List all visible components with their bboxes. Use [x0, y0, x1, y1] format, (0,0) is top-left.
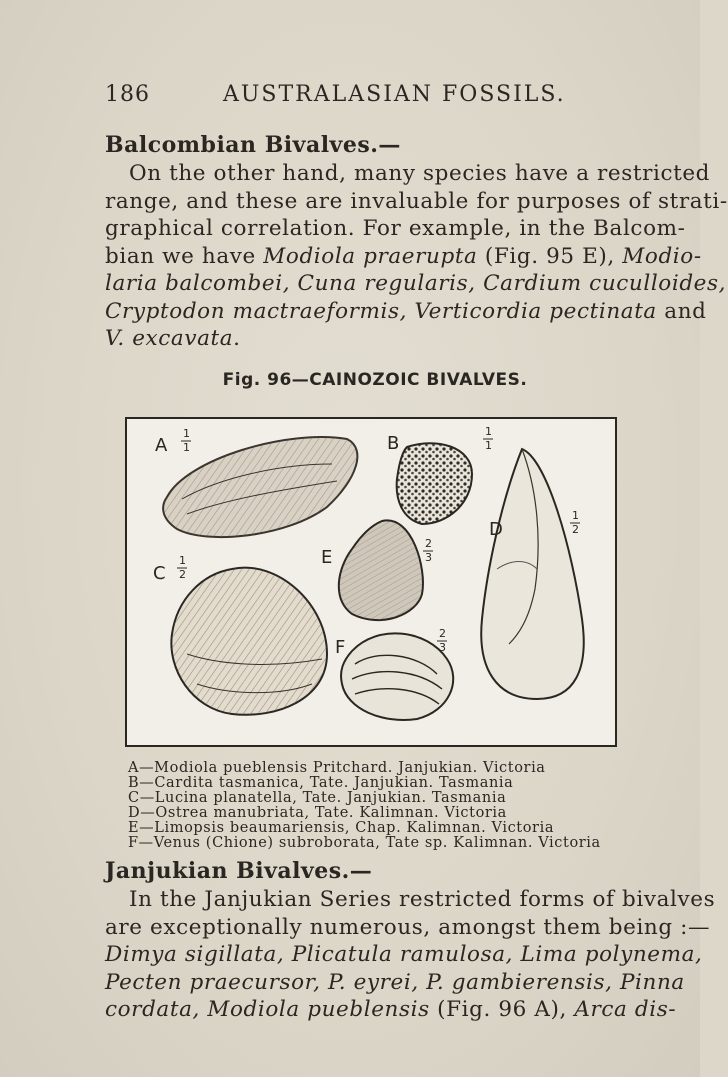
- caption-line: B—Cardita tasmanica, Tate. Janjukian. Tasmania: [128, 775, 514, 791]
- text-line: are exceptionally numerous, amongst them being :—: [105, 914, 711, 940]
- section-heading-balcombian: Balcombian Bivalves.—: [105, 132, 401, 158]
- paragraph-janjukian: [105, 886, 716, 1024]
- page-header: [105, 82, 645, 112]
- text-line: V. excavata.: [105, 326, 241, 351]
- figure-title: Fig. 96—CAINOZOIC BIVALVES.: [222, 370, 528, 390]
- text-line: range, and these are invaluable for purposes of strati-: [105, 188, 728, 214]
- caption-line: C—Lucina planatella, Tate. Janjukian. Tasmania: [128, 790, 507, 806]
- shell-d-ostrea: [481, 449, 583, 699]
- svg-text:23: 2 3: [425, 537, 432, 564]
- text-line: On the other hand, many species have a restricted: [129, 161, 711, 186]
- svg-text:12: 1 2: [179, 554, 186, 581]
- text-line: In the Janjukian Series restricted forms of bivalves: [129, 887, 716, 912]
- plate-label-d: D: [489, 519, 503, 540]
- shell-a-modiola: [163, 437, 357, 537]
- text-line: Cryptodon mactraeformis, Verticordia pectinata and: [105, 298, 707, 324]
- svg-text:11: 1 1: [183, 427, 190, 454]
- shell-e-limopsis: [339, 520, 423, 620]
- plate-label-c: C: [153, 563, 166, 584]
- paragraph-balcombian: [105, 160, 728, 353]
- figure-caption: [128, 761, 628, 851]
- scale-fraction-f: [437, 627, 447, 654]
- text-line: Dimya sigillata, Plicatula ramulosa, Lima polynema,: [105, 942, 703, 967]
- text-line: graphical correlation. For example, in the Balcom-: [105, 216, 686, 241]
- shell-b-cardita: [397, 443, 472, 524]
- scale-fraction-d: [570, 509, 580, 536]
- svg-text:11: 1 1: [485, 425, 492, 452]
- fossil-plate: [125, 417, 617, 747]
- plate-label-e: E: [321, 547, 333, 568]
- caption-line: F—Venus (Chione) subroborata, Tate sp. Kalimnan. Victoria: [128, 835, 601, 851]
- fossil-illustrations: [127, 419, 615, 745]
- scale-fraction-c: [177, 554, 187, 581]
- svg-text:23: 2 3: [439, 627, 446, 654]
- scale-fraction-a: [181, 427, 191, 454]
- plate-label-a: A: [155, 435, 168, 456]
- caption-line: D—Ostrea manubriata, Tate. Kalimnan. Victoria: [128, 805, 507, 821]
- caption-line: E—Limopsis beaumariensis, Chap. Kalimnan. Victoria: [128, 820, 555, 836]
- svg-text:12: 1 2: [572, 509, 579, 536]
- text-line: bian we have Modiola praerupta (Fig. 95 E), Modio-: [105, 243, 702, 269]
- running-title: AUSTRALASIAN FOSSILS.: [223, 82, 566, 107]
- section-heading-janjukian: Janjukian Bivalves.—: [105, 858, 373, 884]
- text-line: Pecten praecursor, P. eyrei, P. gambierensis, Pinna: [105, 969, 685, 995]
- shell-c-lucina: [171, 568, 327, 715]
- page-number: 186: [105, 82, 150, 107]
- plate-label-f: F: [335, 637, 346, 658]
- shell-f-venus: [341, 633, 453, 720]
- text-line: cordata, Modiola pueblensis (Fig. 96 A), Arca dis-: [105, 997, 677, 1022]
- scale-fraction-e: [423, 537, 433, 564]
- plate-label-b: B: [387, 433, 400, 454]
- scale-fraction-b: [483, 425, 493, 452]
- text-line: laria balcombei, Cuna regularis, Cardium cuculloides,: [105, 271, 727, 296]
- caption-line: A—Modiola pueblensis Pritchard. Janjukian. Victoria: [128, 760, 546, 776]
